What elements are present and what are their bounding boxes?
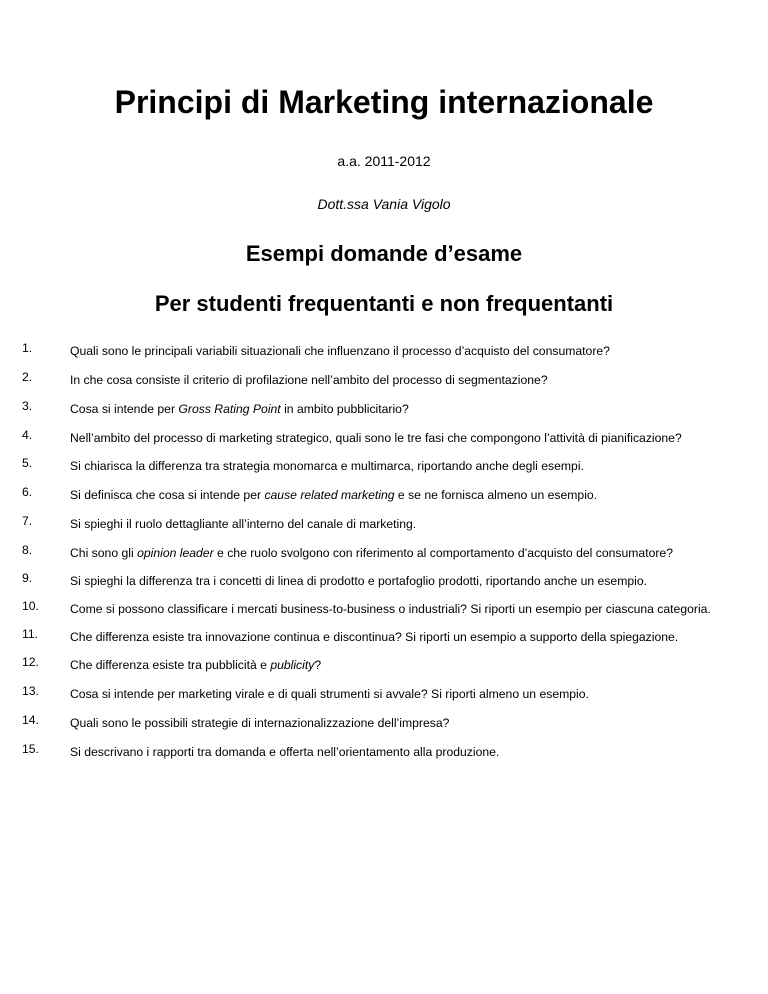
question-number: 10. <box>22 599 39 613</box>
question-item <box>22 427 712 449</box>
question-item <box>22 741 712 763</box>
question-text: Si descrivano i rapporti tra domanda e offerta nell’orientamento alla produzione. <box>70 745 500 759</box>
question-number: 2. <box>22 370 33 384</box>
question-number: 6. <box>22 485 33 499</box>
question-text: Si spieghi il ruolo dettagliante all’interno del canale di marketing. <box>70 517 417 531</box>
question-item <box>22 398 712 420</box>
question-text: Chi sono gli opinion leader e che ruolo svolgono con riferimento al comportamento d’acquisto del consumatore? <box>70 546 673 560</box>
question-item <box>22 712 712 734</box>
question-text: Nell’ambito del processo di marketing strategico, quali sono le tre fasi che compongono l’attività di pianificazione? <box>70 431 682 445</box>
question-number: 4. <box>22 428 33 442</box>
question-number: 12. <box>22 655 39 669</box>
question-text: Che differenza esiste tra pubblicità e publicity? <box>70 658 322 672</box>
question-text: Si spieghi la differenza tra i concetti di linea di prodotto e portafoglio prodotti, riportando anche un esempio. <box>70 574 648 588</box>
question-text: Quali sono le principali variabili situazionali che influenzano il processo d’acquisto del consumatore? <box>70 344 610 358</box>
question-text: Quali sono le possibili strategie di internazionalizzazione dell’impresa? <box>70 716 450 730</box>
academic-year: a.a. 2011-2012 <box>337 153 431 169</box>
section-heading: Esempi domande d’esame <box>245 241 523 266</box>
question-item <box>22 683 712 705</box>
question-number: 7. <box>22 514 33 528</box>
question-text: Si definisca che cosa si intende per cause related marketing e se ne fornisca almeno un esempio. <box>70 488 598 502</box>
question-number: 15. <box>22 742 39 756</box>
question-number: 14. <box>22 713 39 727</box>
question-number: 11. <box>22 627 39 641</box>
question-item <box>22 484 712 506</box>
question-item <box>22 369 712 391</box>
question-text: Cosa si intende per marketing virale e di quali strumenti si avvale? Si riporti almeno un esempio. <box>70 687 589 701</box>
question-item <box>22 455 712 477</box>
document-title: Principi di Marketing internazionale <box>114 84 654 120</box>
question-number: 9. <box>22 571 33 585</box>
question-number: 3. <box>22 399 33 413</box>
question-item <box>22 598 712 620</box>
question-text: Come si possono classificare i mercati business-to-business o industriali? Si riporti un esempio per ciascuna categoria. <box>70 602 711 616</box>
question-number: 5. <box>22 456 33 470</box>
question-item <box>22 340 712 362</box>
question-item <box>22 542 712 564</box>
question-text: In che cosa consiste il criterio di profilazione nell’ambito del processo di segmentazione? <box>70 373 548 387</box>
question-number: 13. <box>22 684 39 698</box>
question-number: 1. <box>22 341 33 355</box>
teacher-name: Dott.ssa Vania Vigolo <box>317 196 451 212</box>
question-item <box>22 654 712 676</box>
question-text: Che differenza esiste tra innovazione continua e discontinua? Si riporti un esempio a supporto della spiegazione. <box>70 630 679 644</box>
audience-heading: Per studenti frequentanti e non frequentanti <box>154 291 614 316</box>
question-number: 8. <box>22 543 33 557</box>
question-text: Cosa si intende per Gross Rating Point in ambito pubblicitario? <box>70 402 409 416</box>
questions-list <box>22 343 712 773</box>
question-item <box>22 513 712 535</box>
question-item <box>22 570 712 592</box>
question-item <box>22 626 712 648</box>
question-text: Si chiarisca la differenza tra strategia monomarca e multimarca, riportando anche degli esempi. <box>70 459 584 473</box>
